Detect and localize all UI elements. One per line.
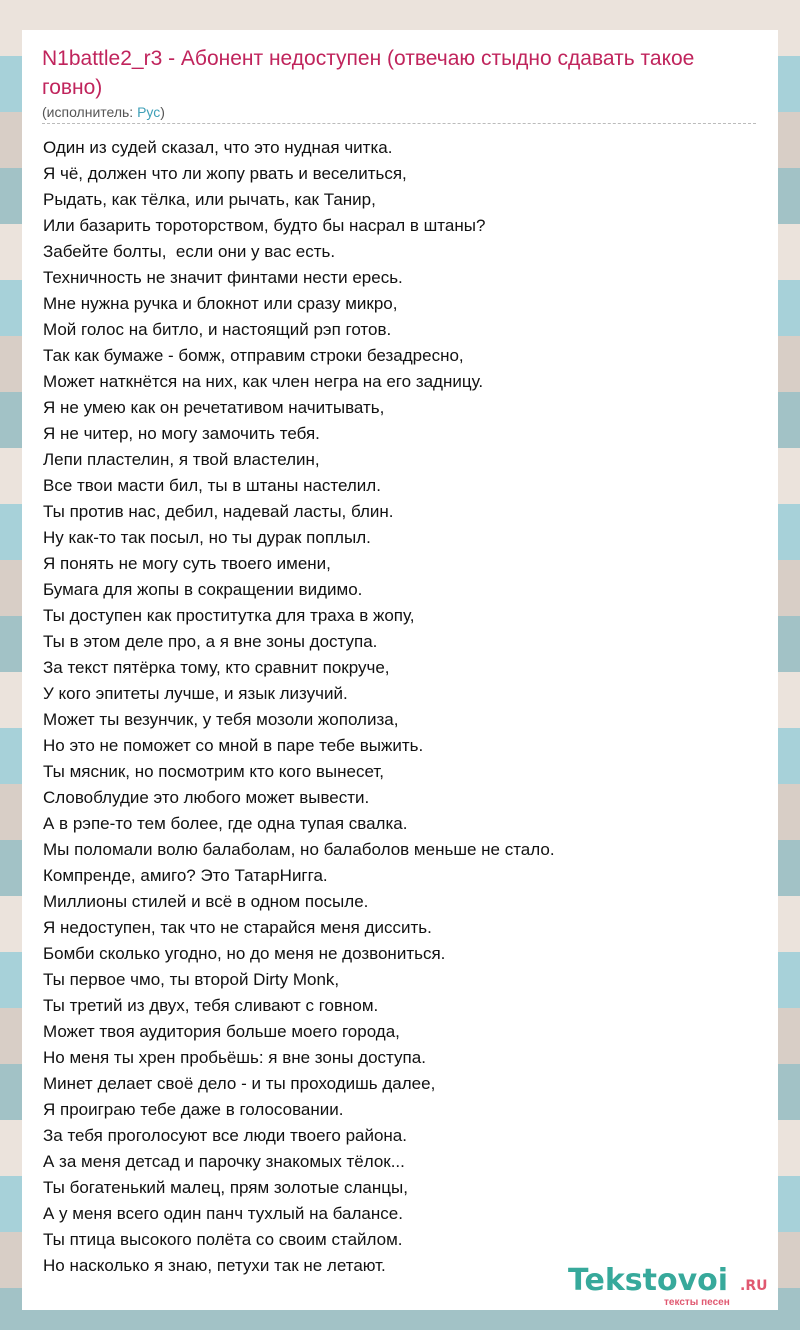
lyric-line: Ты птица высокого полёта со своим стайлом.	[43, 1230, 403, 1249]
lyric-line: У кого эпитеты лучше, и язык лизучий.	[43, 684, 348, 703]
lyric-line: Все твои масти бил, ты в штаны настелил.	[43, 476, 381, 495]
lyric-line: Словоблудие это любого может вывести.	[43, 788, 370, 807]
lyric-line: Я не умею как он речетативом начитывать,	[43, 398, 385, 417]
lyric-line: Ты первое чмо, ты второй Dirty Monk,	[43, 970, 340, 989]
site-logo[interactable]	[568, 1263, 778, 1311]
lyric-line: Ты мясник, но посмотрим кто кого вынесет,	[43, 762, 384, 781]
lyric-line: Мой голос на битло, и настоящий рэп готов.	[43, 320, 392, 339]
lyrics-card	[22, 30, 778, 1310]
lyric-line: А в рэпе-то тем более, где одна тупая свалка.	[43, 814, 408, 833]
lyric-line: Я недоступен, так что не старайся меня диссить.	[43, 918, 432, 937]
lyric-line: Может твоя аудитория больше моего города,	[43, 1022, 400, 1041]
lyric-line: Может ты везунчик, у тебя мозоли жополиза,	[43, 710, 399, 729]
lyric-line: Минет делает своё дело - и ты проходишь далее,	[43, 1074, 436, 1093]
lyric-line: Ты богатенький малец, прям золотые сланцы,	[43, 1178, 408, 1197]
lyric-line: Ты доступен как проститутка для траха в жопу,	[43, 606, 415, 625]
logo-brand: Tekstovoi	[568, 1263, 729, 1298]
lyric-line: За тебя проголосуют все люди твоего района.	[43, 1126, 407, 1145]
lyric-line: Может наткнётся на них, как член негра на его задницу.	[43, 372, 484, 391]
divider	[42, 123, 756, 124]
lyric-line: Лепи пластелин, я твой властелин,	[43, 450, 320, 469]
lyric-line: Но меня ты хрен пробьёшь: я вне зоны доступа.	[43, 1048, 426, 1067]
lyric-line: Забейте болты, если они у вас есть.	[43, 242, 336, 261]
lyric-line: А у меня всего один панч тухлый на балансе.	[43, 1204, 403, 1223]
lyric-line: За текст пятёрка тому, кто сравнит покруче,	[43, 658, 390, 677]
lyric-line: Бомби сколько угодно, но до меня не дозвониться.	[43, 944, 446, 963]
lyric-line: Ты против нас, дебил, надевай ласты, блин.	[43, 502, 394, 521]
lyric-line: Техничность не значит финтами нести ересь.	[43, 268, 403, 287]
lyric-line: Мы поломали волю балаболам, но балаболов меньше не стало.	[43, 840, 555, 859]
lyric-line: Я понять не могу суть твоего имени,	[43, 554, 331, 573]
lyric-line: Так как бумаже - бомж, отправим строки безадресно,	[43, 346, 464, 365]
lyric-line: Рыдать, как тёлка, или рычать, как Танир,	[43, 190, 376, 209]
lyric-line: Бумага для жопы в сокращении видимо.	[43, 580, 363, 599]
logo-tagline: тексты песен	[664, 1297, 730, 1308]
logo-tld: .RU	[740, 1278, 768, 1294]
lyric-line: Или базарить тороторством, будто бы насрал в штаны?	[43, 216, 486, 235]
lyric-line: Я не читер, но могу замочить тебя.	[43, 424, 320, 443]
byline-prefix: (исполнитель:	[42, 104, 138, 120]
lyric-line: Но насколько я знаю, петухи так не летают.	[43, 1256, 386, 1275]
lyric-line: Я проиграю тебе даже в голосовании.	[43, 1100, 344, 1119]
byline-suffix: )	[160, 104, 165, 120]
lyric-line: Компренде, амиго? Это ТатарНигга.	[43, 866, 328, 885]
lyric-line: Ты в этом деле про, а я вне зоны доступа.	[43, 632, 378, 651]
artist-byline	[42, 104, 165, 120]
lyric-line: А за меня детсад и парочку знакомых тёлок...	[43, 1152, 405, 1171]
lyric-line: Миллионы стилей и всё в одном посыле.	[43, 892, 369, 911]
lyric-line: Я чё, должен что ли жопу рвать и веселиться,	[43, 164, 407, 183]
lyric-line: Ну как-то так посыл, но ты дурак поплыл.	[43, 528, 371, 547]
artist-link[interactable]: Рус	[137, 104, 161, 120]
lyrics-text	[43, 135, 555, 1279]
page-title: N1battle2_r3 - Абонент недоступен (отвечаю стыдно сдавать такое говно)	[42, 47, 695, 99]
lyric-line: Один из судей сказал, что это нудная читка.	[43, 138, 393, 157]
lyric-line: Мне нужна ручка и блокнот или сразу микро,	[43, 294, 398, 313]
lyric-line: Но это не поможет со мной в паре тебе выжить.	[43, 736, 424, 755]
lyric-line: Ты третий из двух, тебя сливают с говном.	[43, 996, 379, 1015]
